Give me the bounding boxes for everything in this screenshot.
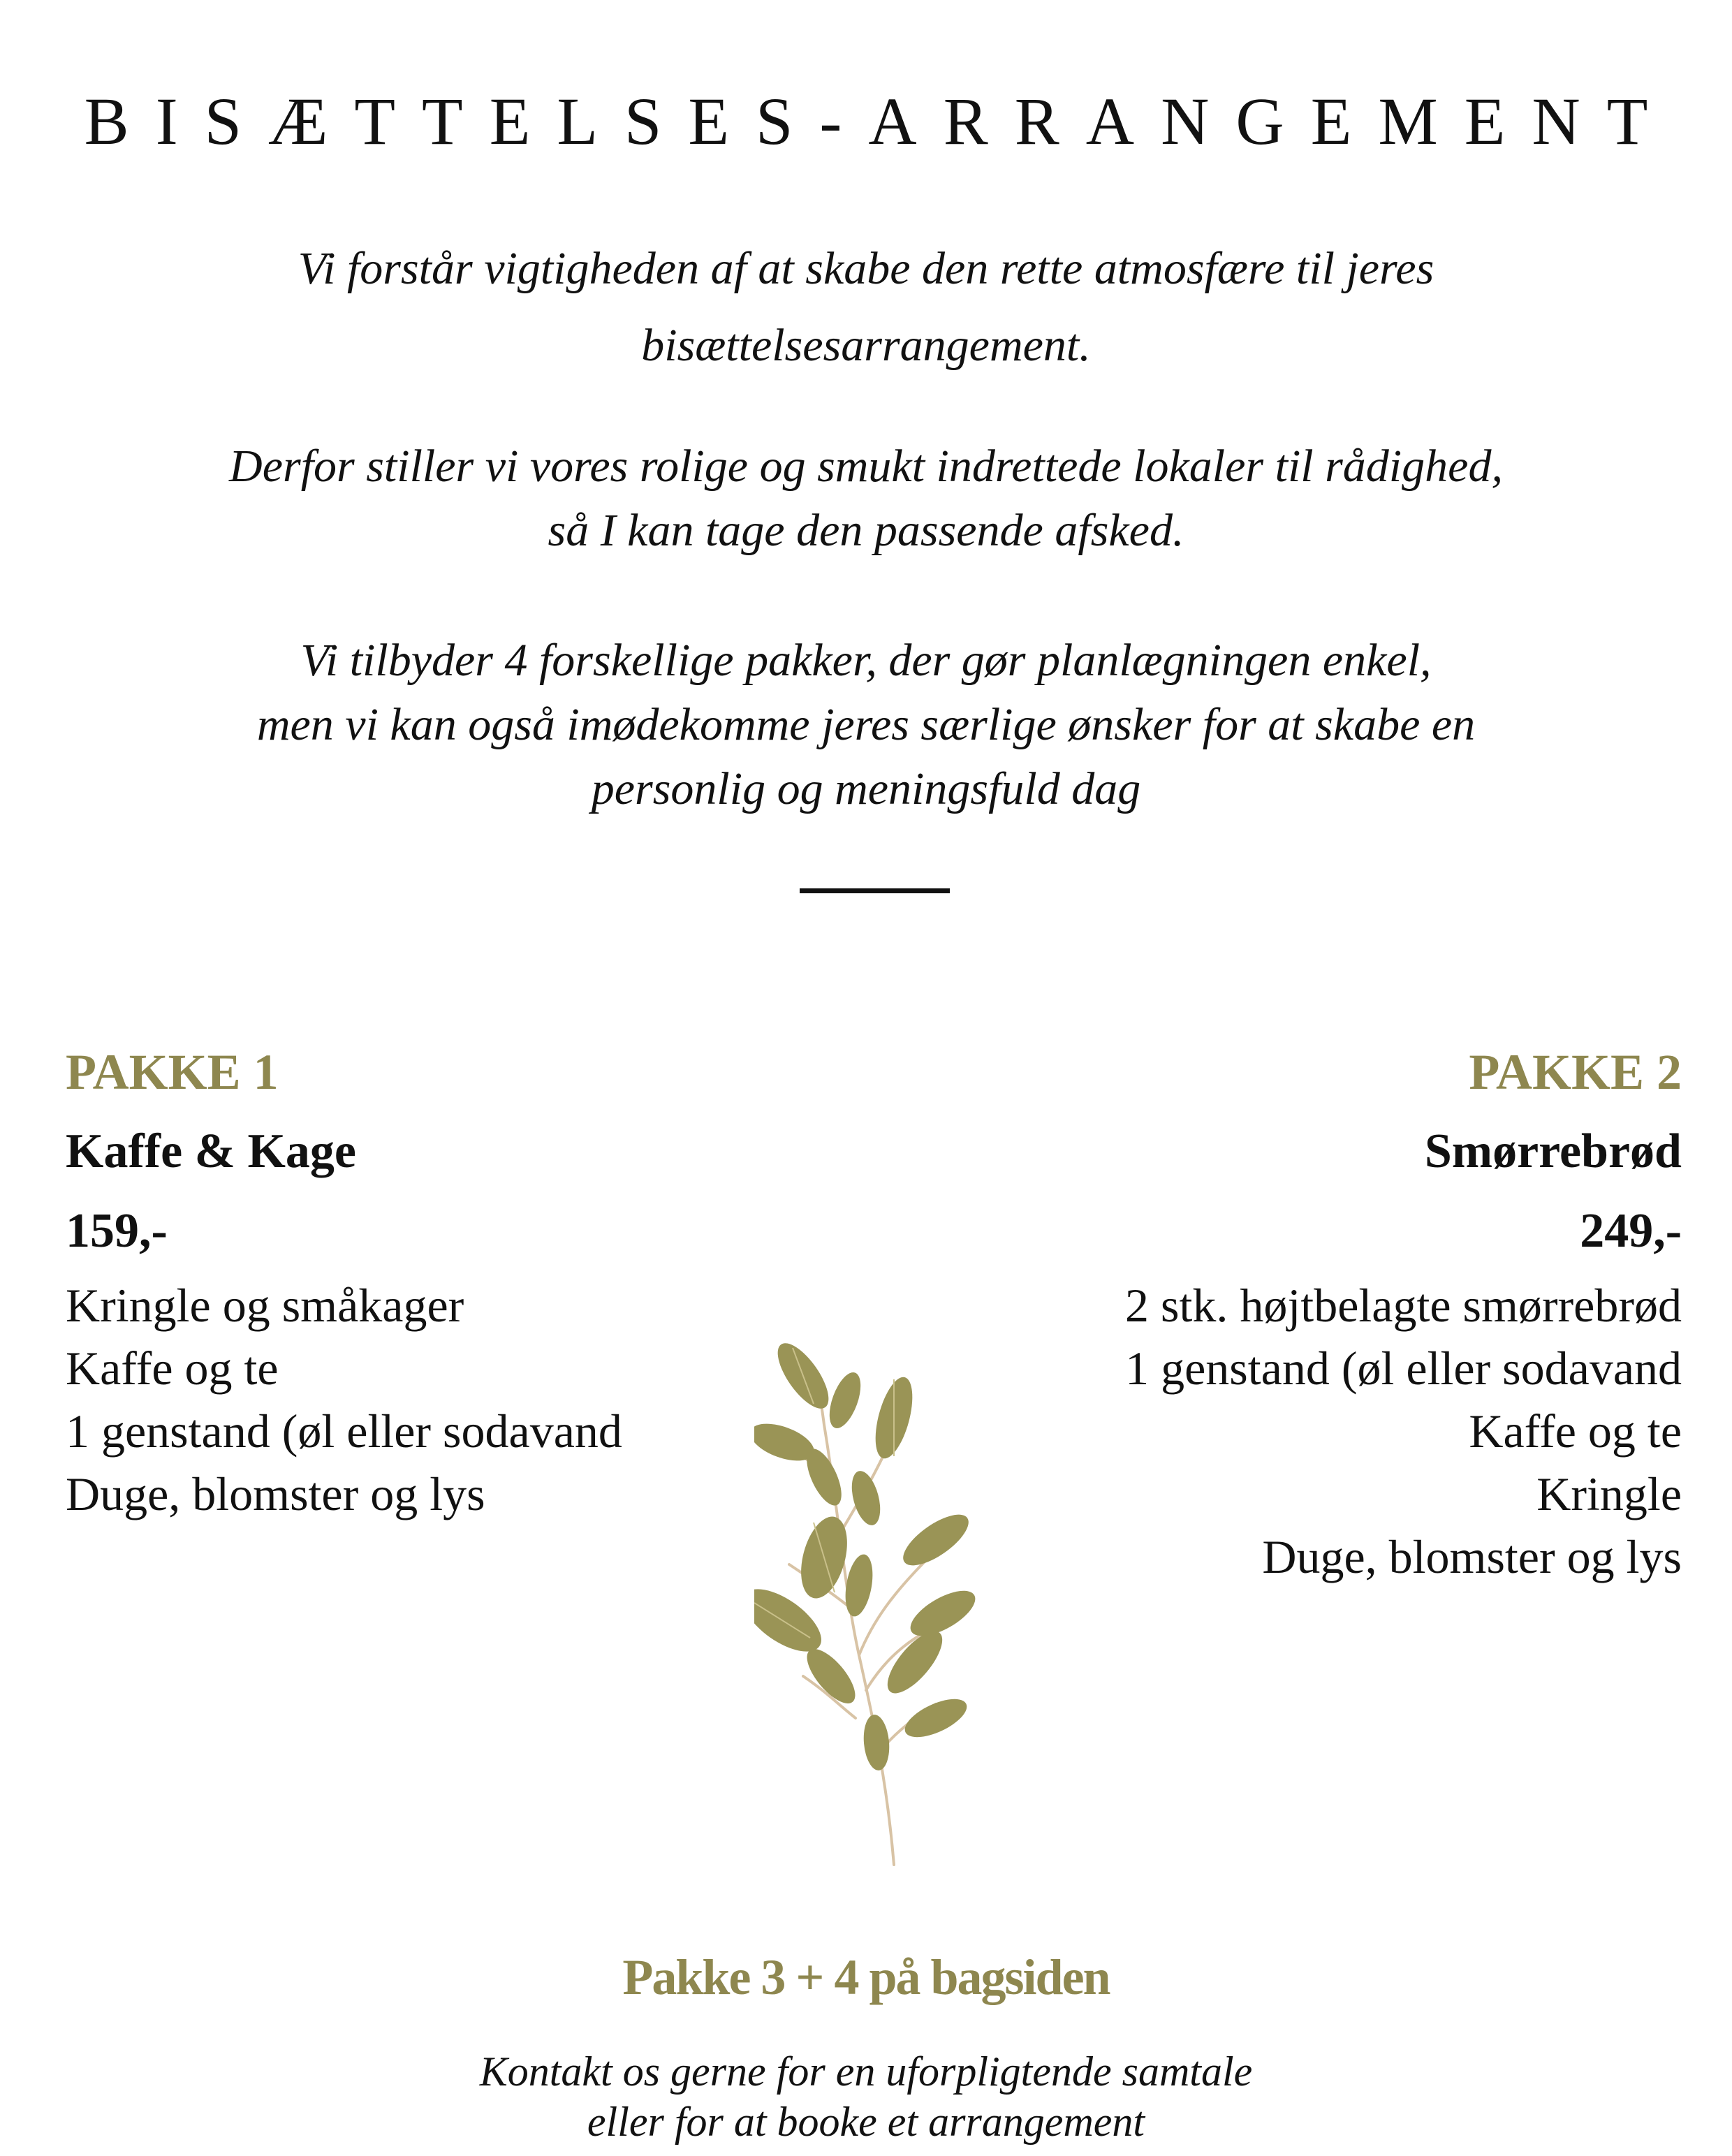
package-title: Smørrebrød: [1424, 1124, 1682, 1178]
intro-line: så I kan tage den passende afsked.: [548, 505, 1184, 556]
package-price: 249,-: [1580, 1204, 1682, 1258]
package-name: PAKKE 2: [1469, 1044, 1682, 1100]
intro-line: Vi tilbyder 4 forskellige pakker, der gør planlægningen enkel,: [300, 635, 1432, 686]
package-price: 159,-: [66, 1204, 168, 1258]
intro-line: men vi kan også imødekomme jeres særlige ønsker for at skabe en: [256, 699, 1476, 750]
olive-branch-icon: [754, 1327, 1006, 1872]
package-items: [913, 1274, 1682, 1588]
contact-text: [0, 2046, 1732, 2147]
package-items: [66, 1274, 834, 1525]
list-item: 1 genstand (øl eller sodavand: [1125, 1342, 1682, 1395]
package-2: [913, 1041, 1682, 1588]
list-item: Kaffe og te: [1469, 1405, 1682, 1458]
contact-line: Kontakt os gerne for en uforpligtende samtale: [479, 2048, 1253, 2095]
list-item: 2 stk. højtbelagte smørrebrød: [1125, 1279, 1682, 1332]
package-title: Kaffe & Kage: [66, 1124, 356, 1178]
bottom-note: Pakke 3 + 4 på bagsiden: [622, 1949, 1110, 2005]
intro-paragraph-3: [70, 629, 1662, 821]
list-item: Kaffe og te: [66, 1342, 279, 1395]
package-1: [66, 1041, 834, 1525]
intro-paragraph-1: [70, 230, 1662, 384]
intro-line: personlig og meningsfuld dag: [591, 763, 1141, 814]
list-item: Duge, blomster og lys: [66, 1467, 485, 1520]
list-item: Kringle og småkager: [66, 1279, 464, 1332]
intro-line: bisættelsesarrangement.: [641, 320, 1091, 371]
contact-line: eller for at booke et arrangement: [587, 2099, 1145, 2145]
page-title: BISÆTTELSES-ARRANGEMENT: [84, 84, 1675, 159]
list-item: Kringle: [1536, 1467, 1682, 1520]
divider: [800, 888, 950, 893]
list-item: Duge, blomster og lys: [1262, 1530, 1682, 1583]
intro-line: Derfor stiller vi vores rolige og smukt indrettede lokaler til rådighed,: [229, 441, 1503, 492]
intro-paragraph-2: [70, 434, 1662, 563]
intro-line: Vi forstår vigtigheden af at skabe den rette atmosfære til jeres: [298, 243, 1434, 294]
package-name: PAKKE 1: [66, 1044, 279, 1100]
list-item: 1 genstand (øl eller sodavand: [66, 1405, 622, 1458]
